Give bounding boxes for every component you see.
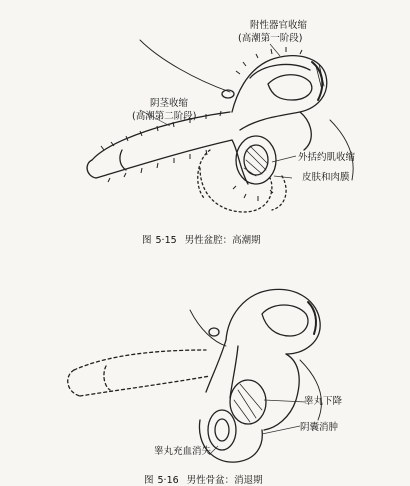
- caption-number: 5·15: [155, 235, 177, 246]
- label-skin-and-dartos: 皮肤和肉膜: [302, 172, 350, 183]
- caption-text: 男性盆腔：高潮期: [184, 235, 261, 246]
- figure-caption: [142, 232, 261, 246]
- label-penile-stage: (高潮第二阶段): [132, 111, 197, 122]
- caption-text: 男性骨盆：消退期: [186, 475, 263, 486]
- caption-number: 5·16: [157, 475, 179, 486]
- label-scrotum-swelling-reduced: 阴囊消肿: [300, 422, 339, 433]
- caption-prefix: 图: [142, 235, 152, 246]
- label-accessory-stage: (高潮第一阶段): [238, 33, 303, 44]
- label-testis-descent: 睾丸下降: [304, 396, 343, 407]
- label-accessory-contraction: 附性器官收缩: [250, 20, 308, 31]
- label-penile-contraction: 阴茎收缩: [150, 98, 189, 109]
- figure-5-16: [0, 250, 410, 484]
- caption-prefix: 图: [144, 475, 154, 486]
- label-sphincter-contraction: 外括约肌收缩: [298, 152, 356, 163]
- label-testis-decongestion: 睾丸充血消失: [154, 446, 212, 457]
